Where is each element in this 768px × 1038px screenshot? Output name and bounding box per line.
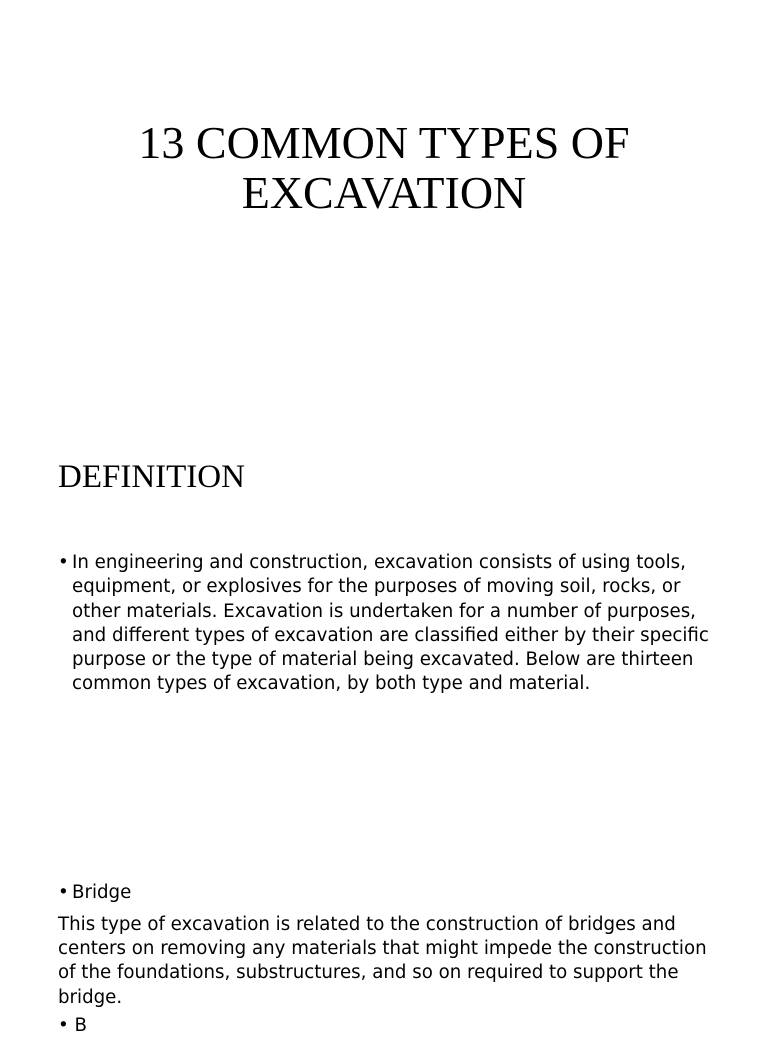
definition-text: In engineering and construction, excavation consists of using tools, equipment, or explosives for the purposes of moving soil, rocks, or other materials. Excavation is undertaken for a number of purposes, and different types of excavation are classified either by their specific purpose or the type of material being excavated. Below are thirteen common types of excavation, by both type and material.	[72, 552, 709, 695]
next-item-partial: • B	[58, 1015, 87, 1036]
list-item	[58, 881, 718, 905]
bridge-bullet-list	[58, 881, 718, 905]
bridge-description: This type of excavation is related to the construction of bridges and centers on removing any materials that might impede the construction of the foundations, substructures, and so on required to support the bridge.	[58, 914, 707, 1008]
definition-bullet-list	[58, 551, 718, 697]
bullet-icon: •	[58, 882, 69, 903]
document-title: 13 COMMON TYPES OF EXCAVATION	[138, 117, 630, 218]
slide-bridge	[0, 864, 768, 1036]
section-heading-definition: DEFINITION	[58, 459, 245, 495]
slide-title	[0, 0, 768, 432]
bridge-heading: Bridge	[72, 882, 132, 903]
list-item	[58, 551, 718, 697]
slide-definition	[0, 432, 768, 864]
bullet-icon: •	[58, 552, 69, 573]
